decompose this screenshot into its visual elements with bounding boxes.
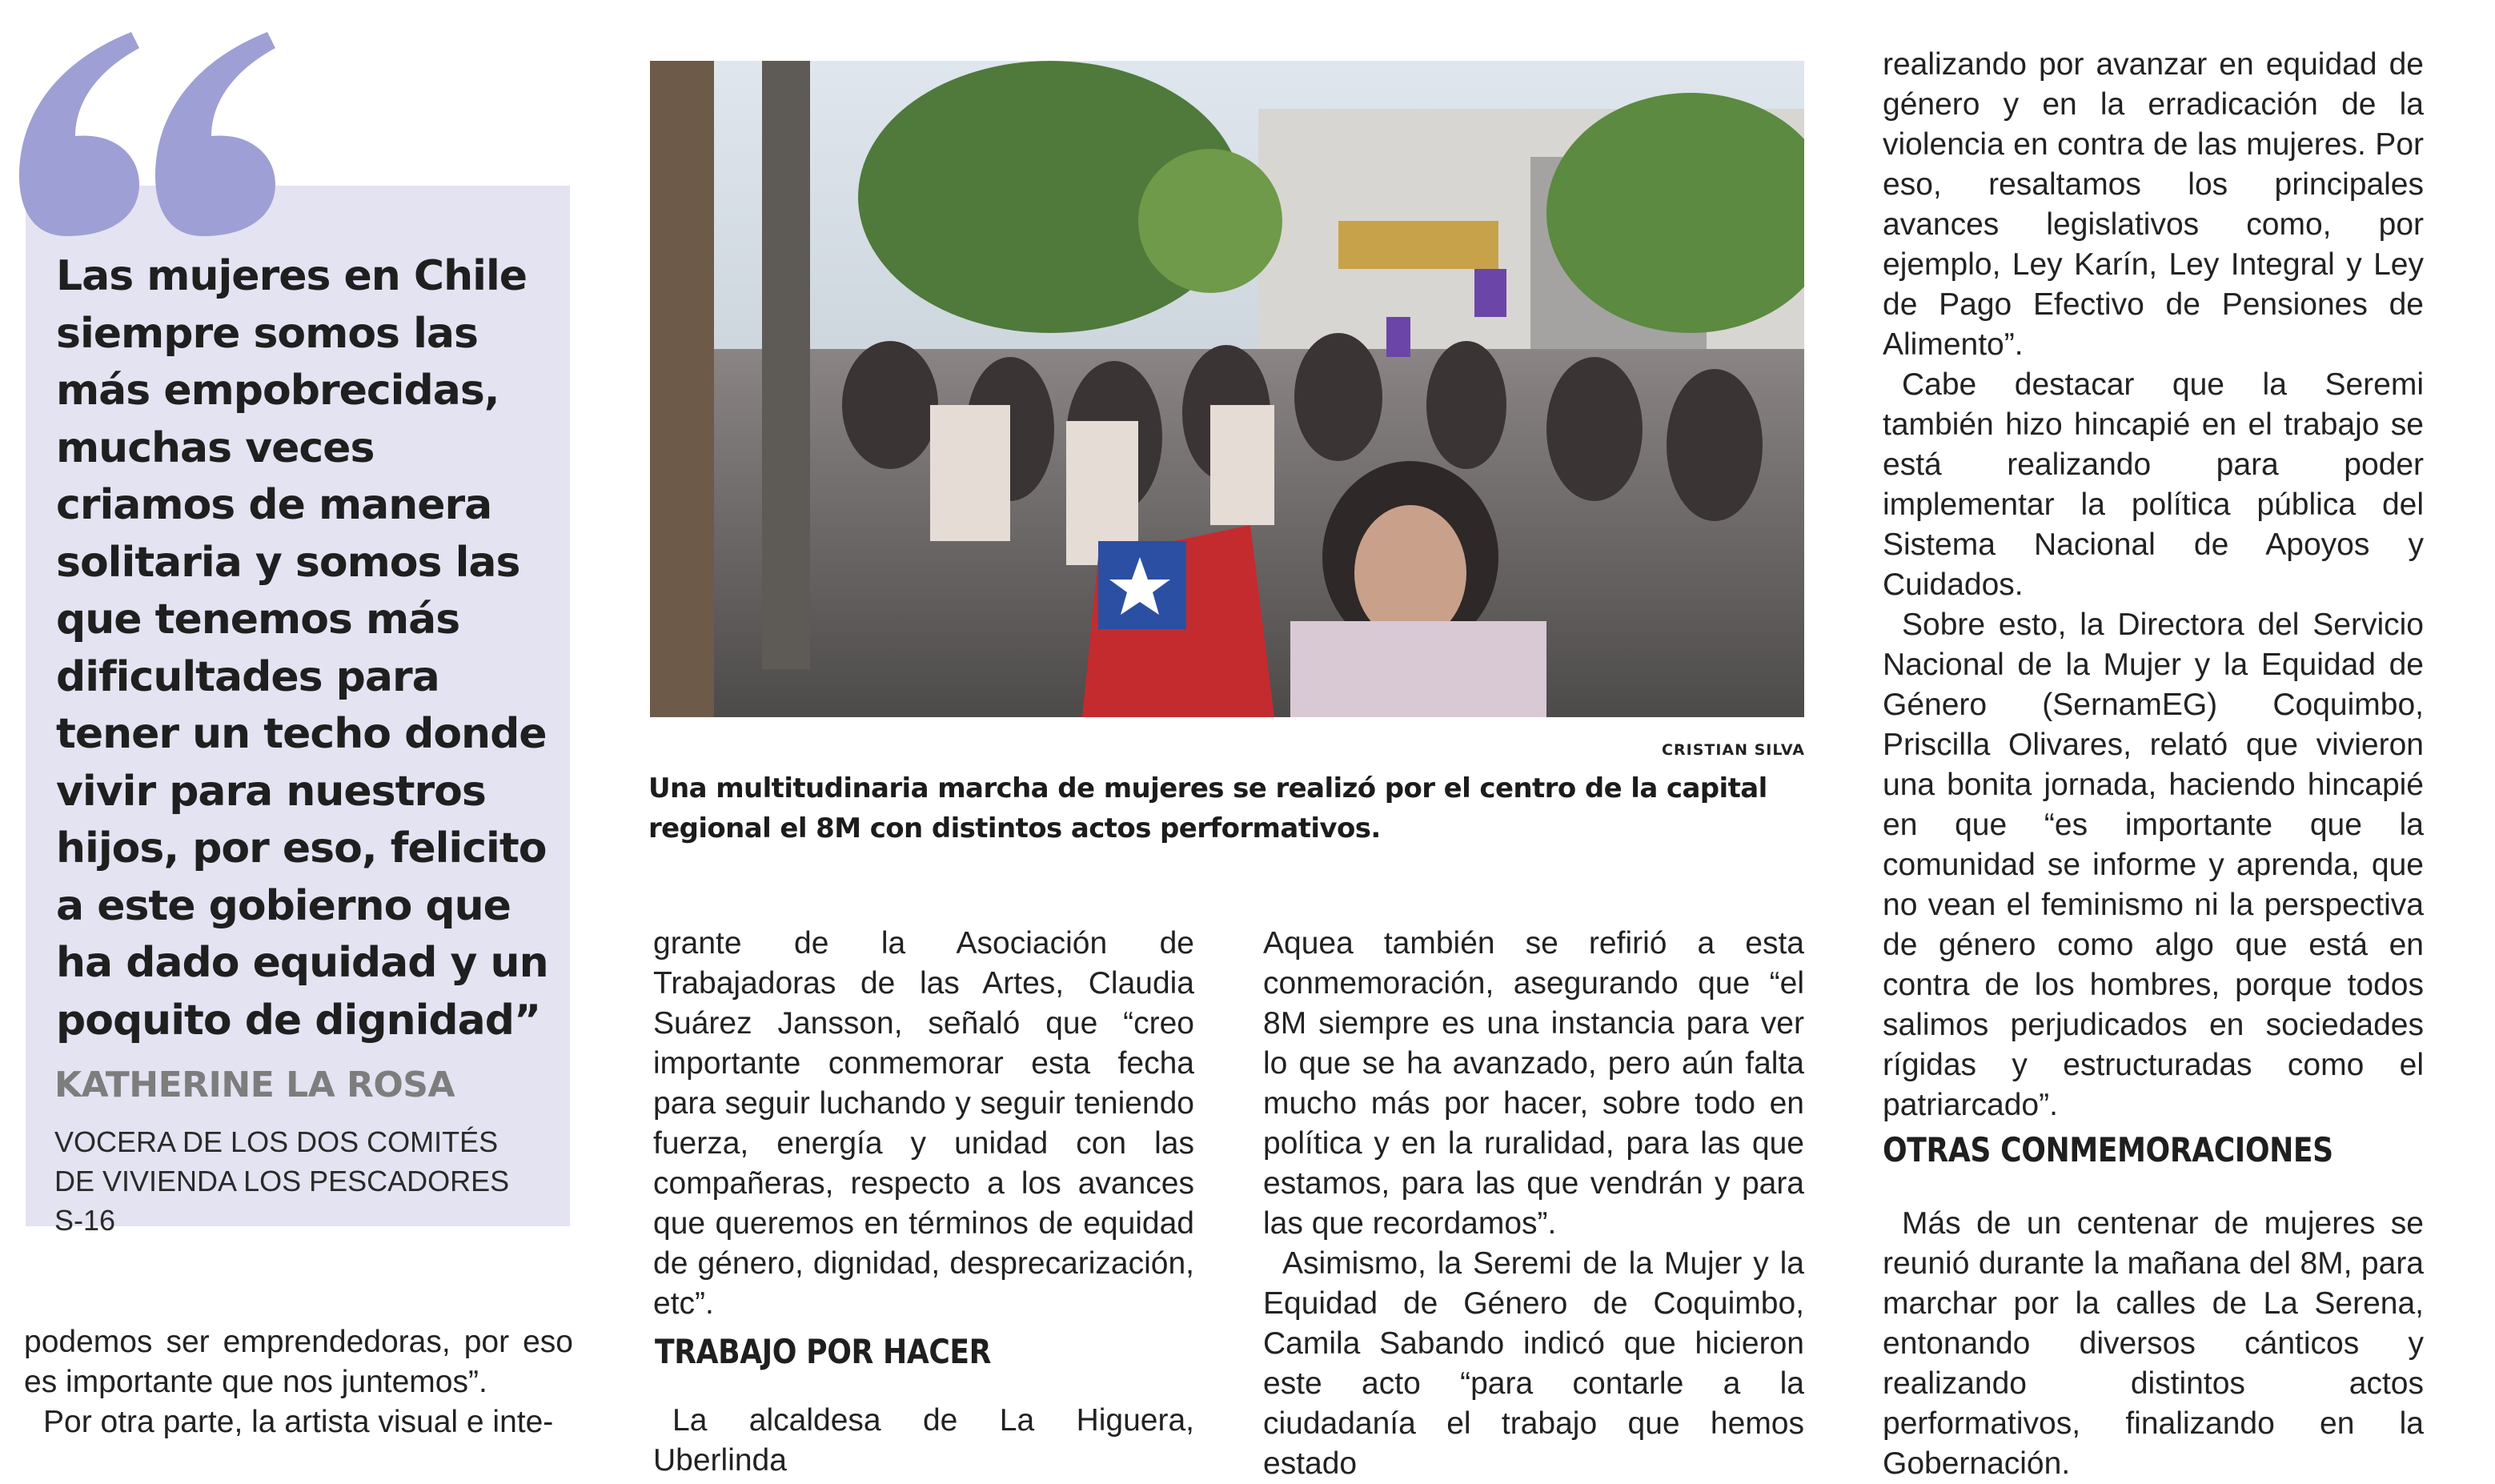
article-column-4: [1883, 45, 2424, 1125]
quotation-mark-icon: [19, 24, 275, 248]
paragraph: grante de la Asociación de Trabajadoras de las Artes, Claudia Suárez Jansson, señaló que “creo importante conmemorar esta fecha para seguir luchando y seguir teniendo fuerza, energía y unidad con las compañeras, respecto a los avances que queremos en términos de equidad de género, dignidad, desprecarización, etc”.: [653, 926, 1194, 1321]
subheading-trabajo-por-hacer: TRABAJO POR HACER: [655, 1332, 992, 1371]
paragraph: Aquea también se refirió a esta conmemoración, asegurando que “el 8M siempre es una instancia para ver lo que se ha avanzado, pero aún falta mucho más por hacer, sobre todo en política y en la ruralidad, para las que estamos, para las que vendrán y para las que recordamos”.: [1263, 926, 1804, 1241]
photo-credit: CRISTIAN SILVA: [1662, 741, 1805, 759]
photo-caption: Una multitudinaria marcha de mujeres se realizó por el centro de la capital regional el 8M con distintos actos performativos.: [648, 772, 1767, 844]
paragraph: Por otra parte, la artista visual e inte-: [43, 1405, 554, 1439]
pull-quote-text: Las mujeres en Chile siempre somos las más empobrecidas, muchas veces criamos de manera solitaria y somos las que tenemos más dificultades para tener un techo donde vivir para nuestros hijos, por eso, felicito a este gobierno que ha dado equidad y un poquito de dignidad”: [56, 252, 548, 1045]
paragraph: Más de un centenar de mujeres se reunió durante la mañana del 8M, para marchar por la calles de La Serena, entonando diversos cánticos y realizando distintos actos performativos, finalizando en la Gobernación.: [1883, 1206, 2424, 1481]
article-column-2: [653, 924, 1194, 1324]
paragraph: La alcaldesa de La Higuera, Uberlinda: [653, 1403, 1194, 1478]
paragraph: Cabe destacar que la Seremi también hizo hincapié en el trabajo se está realizando para poder implementar la política pública del Sistema Nacional de Apoyos y Cuidados.: [1883, 367, 2424, 602]
article-column-3: [1263, 924, 1804, 1484]
paragraph: podemos ser emprendedoras, por eso es importante que nos juntemos”.: [24, 1325, 573, 1399]
article-column-1: [24, 1322, 573, 1442]
article-column-2-continued: [653, 1401, 1194, 1481]
paragraph: realizando por avanzar en equidad de género y en la erradicación de la violencia en contra de las mujeres. Por eso, resaltamos los principales avances legislativos como, por ejemplo, Ley Karín, Ley Integral y Ley de Pago Efectivo de Pensiones de Alimento”.: [1883, 47, 2424, 362]
quote-author: KATHERINE LA ROSA: [54, 1065, 455, 1105]
quote-author-role: VOCERA DE LOS DOS COMITÉS DE VIVIENDA LOS PESCADORES S-16: [54, 1125, 510, 1237]
paragraph: Sobre esto, la Directora del Servicio Nacional de la Mujer y la Equidad de Género (SernamEG) Coquimbo, Priscilla Olivares, relató que vivieron una bonita jornada, haciendo hincapié en que “es importante que la comunidad se informe y aprenda, que no vean el feminismo ni la perspectiva de género como algo que está en contra de los hombres, porque todos salimos perjudicados en sociedades rígidas y estructuradas como el patriarcado”.: [1883, 608, 2424, 1122]
subheading-otras-conmemoraciones: OTRAS CONMEMORACIONES: [1883, 1130, 2333, 1169]
paragraph: Asimismo, la Seremi de la Mujer y la Equidad de Género de Coquimbo, Camila Sabando indicó que hicieron este acto “para contarle a la ciudadanía el trabajo que hemos estado: [1263, 1246, 1804, 1481]
march-photo: [650, 61, 1804, 717]
article-column-4-continued: [1883, 1204, 2424, 1484]
